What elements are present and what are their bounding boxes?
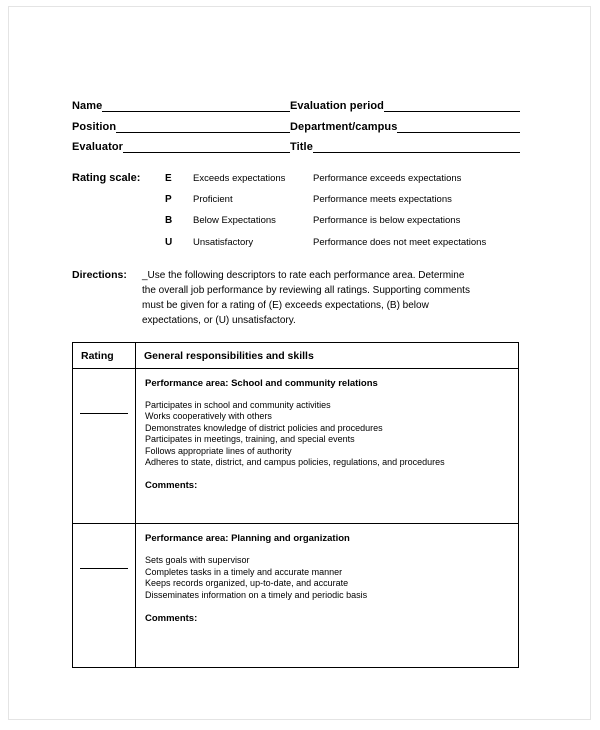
skill-item: Completes tasks in a timely and accurate manner <box>145 566 343 577</box>
directions-line: must be given for a rating of (E) exceeds expectations, (B) below <box>142 300 429 311</box>
skill-item: Participates in meetings, training, and special events <box>145 434 355 445</box>
column-header-rating: Rating <box>73 343 136 368</box>
skill-item: Sets goals with supervisor <box>145 555 250 566</box>
rating-code-u: U <box>165 236 173 248</box>
comments-input-area[interactable] <box>145 624 510 659</box>
directions-block <box>72 268 520 328</box>
form-field-row <box>72 121 520 133</box>
rating-scale-row <box>72 194 522 216</box>
comments-input-area[interactable] <box>145 491 510 515</box>
directions-line: expectations, or (U) unsatisfactory. <box>142 315 296 326</box>
field-position-input[interactable] <box>116 121 290 133</box>
field-department-campus-input[interactable] <box>397 121 520 133</box>
field-position-label: Position <box>72 120 117 133</box>
field-title[interactable] <box>290 141 520 153</box>
section-school-and-community-relations <box>136 369 518 523</box>
skill-item: Disseminates information on a timely and periodic basis <box>145 589 368 600</box>
field-name-input[interactable] <box>102 100 290 112</box>
skill-item: Follows appropriate lines of authority <box>145 445 292 456</box>
field-evaluator[interactable] <box>72 141 290 153</box>
rating-label-b: Below Expectations <box>193 215 276 226</box>
rating-description-e: Performance exceeds expectations <box>313 173 462 184</box>
table-row <box>73 369 518 524</box>
rating-scale-legend <box>72 172 522 258</box>
rating-description-b: Performance is below expectations <box>313 215 461 226</box>
table-row <box>73 524 518 667</box>
rating-code-p: P <box>165 193 172 205</box>
skill-item: Demonstrates knowledge of district policies and procedures <box>145 422 383 433</box>
field-evaluator-input[interactable] <box>123 141 290 153</box>
field-evaluation-period-input[interactable] <box>384 100 520 112</box>
field-evaluator-label: Evaluator <box>72 141 124 153</box>
rating-scale-title: Rating scale: <box>72 172 141 184</box>
comments-label: Comments: <box>145 480 198 492</box>
field-name[interactable] <box>72 100 290 112</box>
rating-scale-row <box>72 215 522 237</box>
directions-line: the overall job performance by reviewing all ratings. Supporting comments <box>142 285 470 296</box>
table-header-row <box>73 343 518 369</box>
rating-code-e: E <box>165 173 172 184</box>
field-title-input[interactable] <box>313 141 520 153</box>
rating-code-b: B <box>165 215 173 226</box>
column-header-general-responsibilities: General responsibilities and skills <box>144 349 314 362</box>
field-title-label: Title <box>290 141 313 153</box>
rating-blank-line[interactable] <box>80 568 128 569</box>
field-name-label: Name <box>72 100 103 112</box>
form-field-row <box>72 141 520 153</box>
skill-item: Participates in school and community activities <box>145 400 331 410</box>
skill-item: Adheres to state, district, and campus policies, regulations, and procedures <box>145 457 445 468</box>
comments-label: Comments: <box>145 613 198 625</box>
skill-item: Works cooperatively with others <box>145 411 272 422</box>
directions-label: Directions: <box>72 269 127 281</box>
rating-cell-school-community[interactable] <box>73 369 136 523</box>
rating-label-u: Unsatisfactory <box>193 236 254 248</box>
rating-description-p: Performance meets expectations <box>313 193 452 205</box>
rating-description-u: Performance does not meet expectations <box>313 236 487 248</box>
directions-line: _Use the following descriptors to rate each performance area. Determine <box>142 270 465 281</box>
identification-fields <box>72 100 520 162</box>
rating-cell-planning-organization[interactable] <box>73 524 136 667</box>
field-evaluation-period[interactable] <box>290 100 520 112</box>
form-field-row <box>72 100 520 112</box>
section-planning-and-organization <box>136 524 518 667</box>
rating-blank-line[interactable] <box>80 413 128 414</box>
field-department-campus-label: Department/campus <box>290 120 398 133</box>
skill-item: Keeps records organized, up-to-date, and accurate <box>145 578 349 589</box>
rating-scale-row <box>72 172 522 194</box>
rating-label-p: Proficient <box>193 193 233 205</box>
performance-area-title: Performance area: Planning and organization <box>145 533 350 545</box>
evaluation-table <box>72 342 519 668</box>
rating-scale-row <box>72 237 522 259</box>
directions-text <box>142 268 520 328</box>
field-evaluation-period-label: Evaluation period <box>290 100 384 112</box>
rating-label-e: Exceeds expectations <box>193 173 286 184</box>
performance-area-title: Performance area: School and community relations <box>145 378 378 389</box>
field-position[interactable] <box>72 121 290 133</box>
field-department-campus[interactable] <box>290 121 520 133</box>
